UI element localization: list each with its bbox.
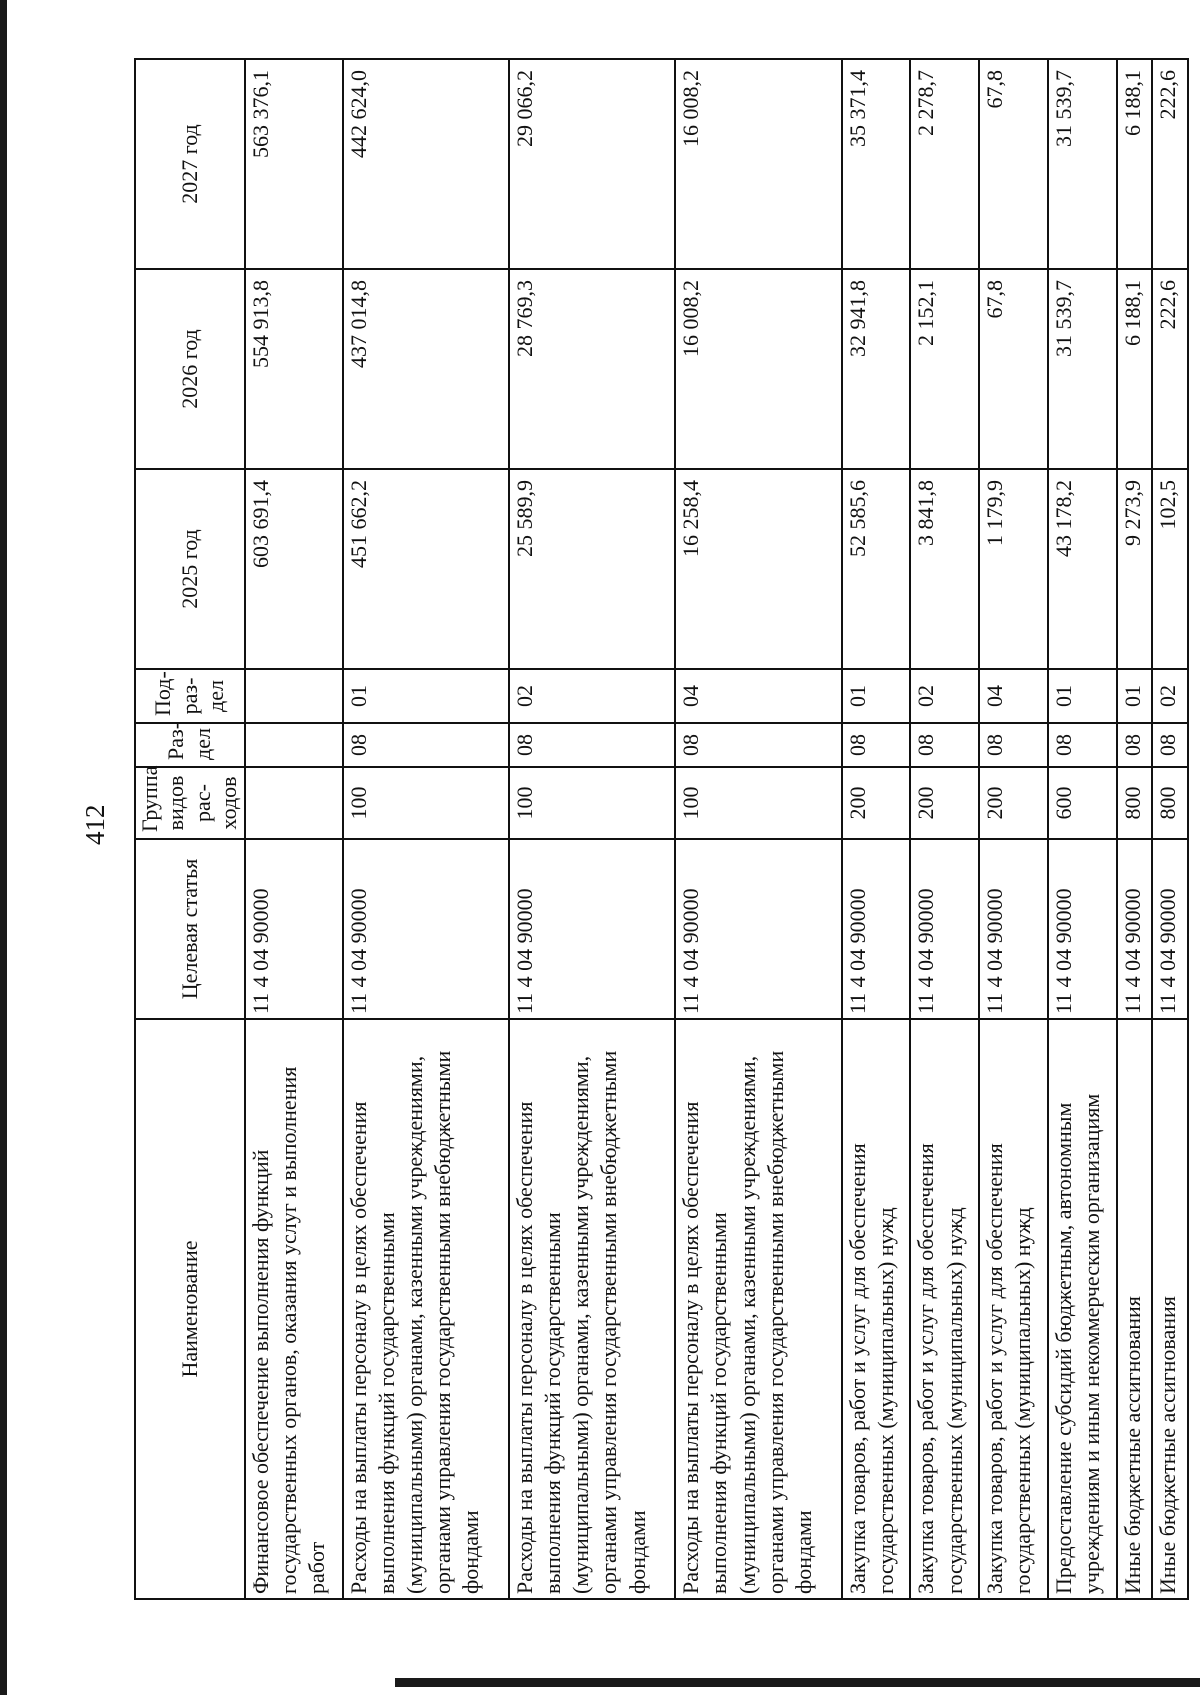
table-body — [245, 59, 1188, 1599]
cell-2025: 451 662,2 — [343, 469, 509, 669]
cell-subsection: 01 — [1117, 669, 1153, 723]
rotated-table-container — [134, 60, 1189, 1600]
header-2026: 2026 год — [135, 269, 245, 469]
cell-2026: 554 913,8 — [245, 269, 343, 469]
table-row — [1117, 59, 1153, 1599]
cell-2026: 437 014,8 — [343, 269, 509, 469]
cell-name: Закупка товаров, работ и услуг для обеспечения государственных (муниципальных) нужд — [979, 1019, 1048, 1599]
cell-2025: 9 273,9 — [1117, 469, 1153, 669]
cell-section: 08 — [509, 723, 675, 767]
cell-2025: 102,5 — [1152, 469, 1188, 669]
cell-name: Закупка товаров, работ и услуг для обеспечения государственных (муниципальных) нужд — [910, 1019, 979, 1599]
scan-left-edge — [0, 0, 7, 1695]
cell-section: 08 — [1048, 723, 1117, 767]
cell-section: 08 — [675, 723, 841, 767]
cell-section — [245, 723, 343, 767]
table-row — [245, 59, 343, 1599]
cell-group: 100 — [675, 767, 841, 839]
cell-section: 08 — [910, 723, 979, 767]
header-target: Целевая статья — [135, 839, 245, 1019]
cell-name: Закупка товаров, работ и услуг для обеспечения государственных (муниципальных) нужд — [842, 1019, 911, 1599]
cell-target: 11 4 04 90000 — [1048, 839, 1117, 1019]
cell-subsection: 01 — [1048, 669, 1117, 723]
cell-group: 200 — [910, 767, 979, 839]
cell-2025: 3 841,8 — [910, 469, 979, 669]
cell-subsection: 02 — [910, 669, 979, 723]
cell-2027: 2 278,7 — [910, 59, 979, 269]
cell-2026: 31 539,7 — [1048, 269, 1117, 469]
cell-name: Предоставление субсидий бюджетным, автономным учреждениям и иным некоммерческим организациям — [1048, 1019, 1117, 1599]
cell-subsection — [245, 669, 343, 723]
cell-2027: 29 066,2 — [509, 59, 675, 269]
header-2025: 2025 год — [135, 469, 245, 669]
cell-target: 11 4 04 90000 — [1152, 839, 1188, 1019]
cell-2025: 43 178,2 — [1048, 469, 1117, 669]
cell-2026: 32 941,8 — [842, 269, 911, 469]
table-row — [509, 59, 675, 1599]
cell-2027: 222,6 — [1152, 59, 1188, 269]
cell-name: Расходы на выплаты персоналу в целях обеспечения выполнения функций государственными (муниципальными) органами, казенными учреждениями, органами управления государственными внебюджетными фондами — [343, 1019, 509, 1599]
table-row — [1152, 59, 1188, 1599]
cell-group — [245, 767, 343, 839]
cell-2027: 31 539,7 — [1048, 59, 1117, 269]
cell-target: 11 4 04 90000 — [245, 839, 343, 1019]
cell-target: 11 4 04 90000 — [910, 839, 979, 1019]
header-subsection: Под-раз-дел — [135, 669, 245, 723]
cell-group: 600 — [1048, 767, 1117, 839]
scan-bottom-edge — [395, 1678, 1200, 1687]
table-row — [675, 59, 841, 1599]
cell-name: Иные бюджетные ассигнования — [1152, 1019, 1188, 1599]
cell-2026: 16 008,2 — [675, 269, 841, 469]
cell-target: 11 4 04 90000 — [509, 839, 675, 1019]
cell-target: 11 4 04 90000 — [979, 839, 1048, 1019]
cell-name: Расходы на выплаты персоналу в целях обеспечения выполнения функций государственными (муниципальными) органами, казенными учреждениями, органами управления государственными внебюджетными фондами — [675, 1019, 841, 1599]
header-group: Группа видов рас-ходов — [135, 767, 245, 839]
cell-section: 08 — [1152, 723, 1188, 767]
table-row — [343, 59, 509, 1599]
cell-2026: 2 152,1 — [910, 269, 979, 469]
cell-2026: 222,6 — [1152, 269, 1188, 469]
cell-target: 11 4 04 90000 — [343, 839, 509, 1019]
cell-2027: 563 376,1 — [245, 59, 343, 269]
cell-2025: 16 258,4 — [675, 469, 841, 669]
cell-group: 800 — [1117, 767, 1153, 839]
cell-2027: 442 624,0 — [343, 59, 509, 269]
cell-group: 100 — [509, 767, 675, 839]
cell-group: 100 — [343, 767, 509, 839]
cell-name: Расходы на выплаты персоналу в целях обеспечения выполнения функций государственными (муниципальными) органами, казенными учреждениями, органами управления государственными внебюджетными фондами — [509, 1019, 675, 1599]
cell-target: 11 4 04 90000 — [1117, 839, 1153, 1019]
cell-subsection: 02 — [1152, 669, 1188, 723]
table-header — [135, 59, 245, 1599]
cell-2027: 35 371,4 — [842, 59, 911, 269]
cell-2027: 6 188,1 — [1117, 59, 1153, 269]
page-number: 412 — [80, 804, 110, 845]
cell-2026: 28 769,3 — [509, 269, 675, 469]
cell-subsection: 01 — [842, 669, 911, 723]
header-2027: 2027 год — [135, 59, 245, 269]
budget-table — [134, 58, 1189, 1600]
cell-section: 08 — [979, 723, 1048, 767]
cell-subsection: 01 — [343, 669, 509, 723]
table-row — [1048, 59, 1117, 1599]
cell-group: 200 — [842, 767, 911, 839]
cell-2027: 16 008,2 — [675, 59, 841, 269]
cell-2026: 67,8 — [979, 269, 1048, 469]
cell-section: 08 — [842, 723, 911, 767]
table-row — [842, 59, 911, 1599]
cell-name: Финансовое обеспечение выполнения функций государственных органов, оказания услуг и выполнения работ — [245, 1019, 343, 1599]
cell-subsection: 04 — [979, 669, 1048, 723]
cell-section: 08 — [343, 723, 509, 767]
cell-2025: 25 589,9 — [509, 469, 675, 669]
table-row — [979, 59, 1048, 1599]
cell-group: 200 — [979, 767, 1048, 839]
cell-section: 08 — [1117, 723, 1153, 767]
header-section: Раз-дел — [135, 723, 245, 767]
cell-subsection: 02 — [509, 669, 675, 723]
cell-2027: 67,8 — [979, 59, 1048, 269]
cell-target: 11 4 04 90000 — [675, 839, 841, 1019]
cell-name: Иные бюджетные ассигнования — [1117, 1019, 1153, 1599]
cell-2026: 6 188,1 — [1117, 269, 1153, 469]
cell-2025: 603 691,4 — [245, 469, 343, 669]
cell-2025: 52 585,6 — [842, 469, 911, 669]
cell-group: 800 — [1152, 767, 1188, 839]
header-name: Наименование — [135, 1019, 245, 1599]
cell-2025: 1 179,9 — [979, 469, 1048, 669]
table-row — [910, 59, 979, 1599]
cell-target: 11 4 04 90000 — [842, 839, 911, 1019]
cell-subsection: 04 — [675, 669, 841, 723]
